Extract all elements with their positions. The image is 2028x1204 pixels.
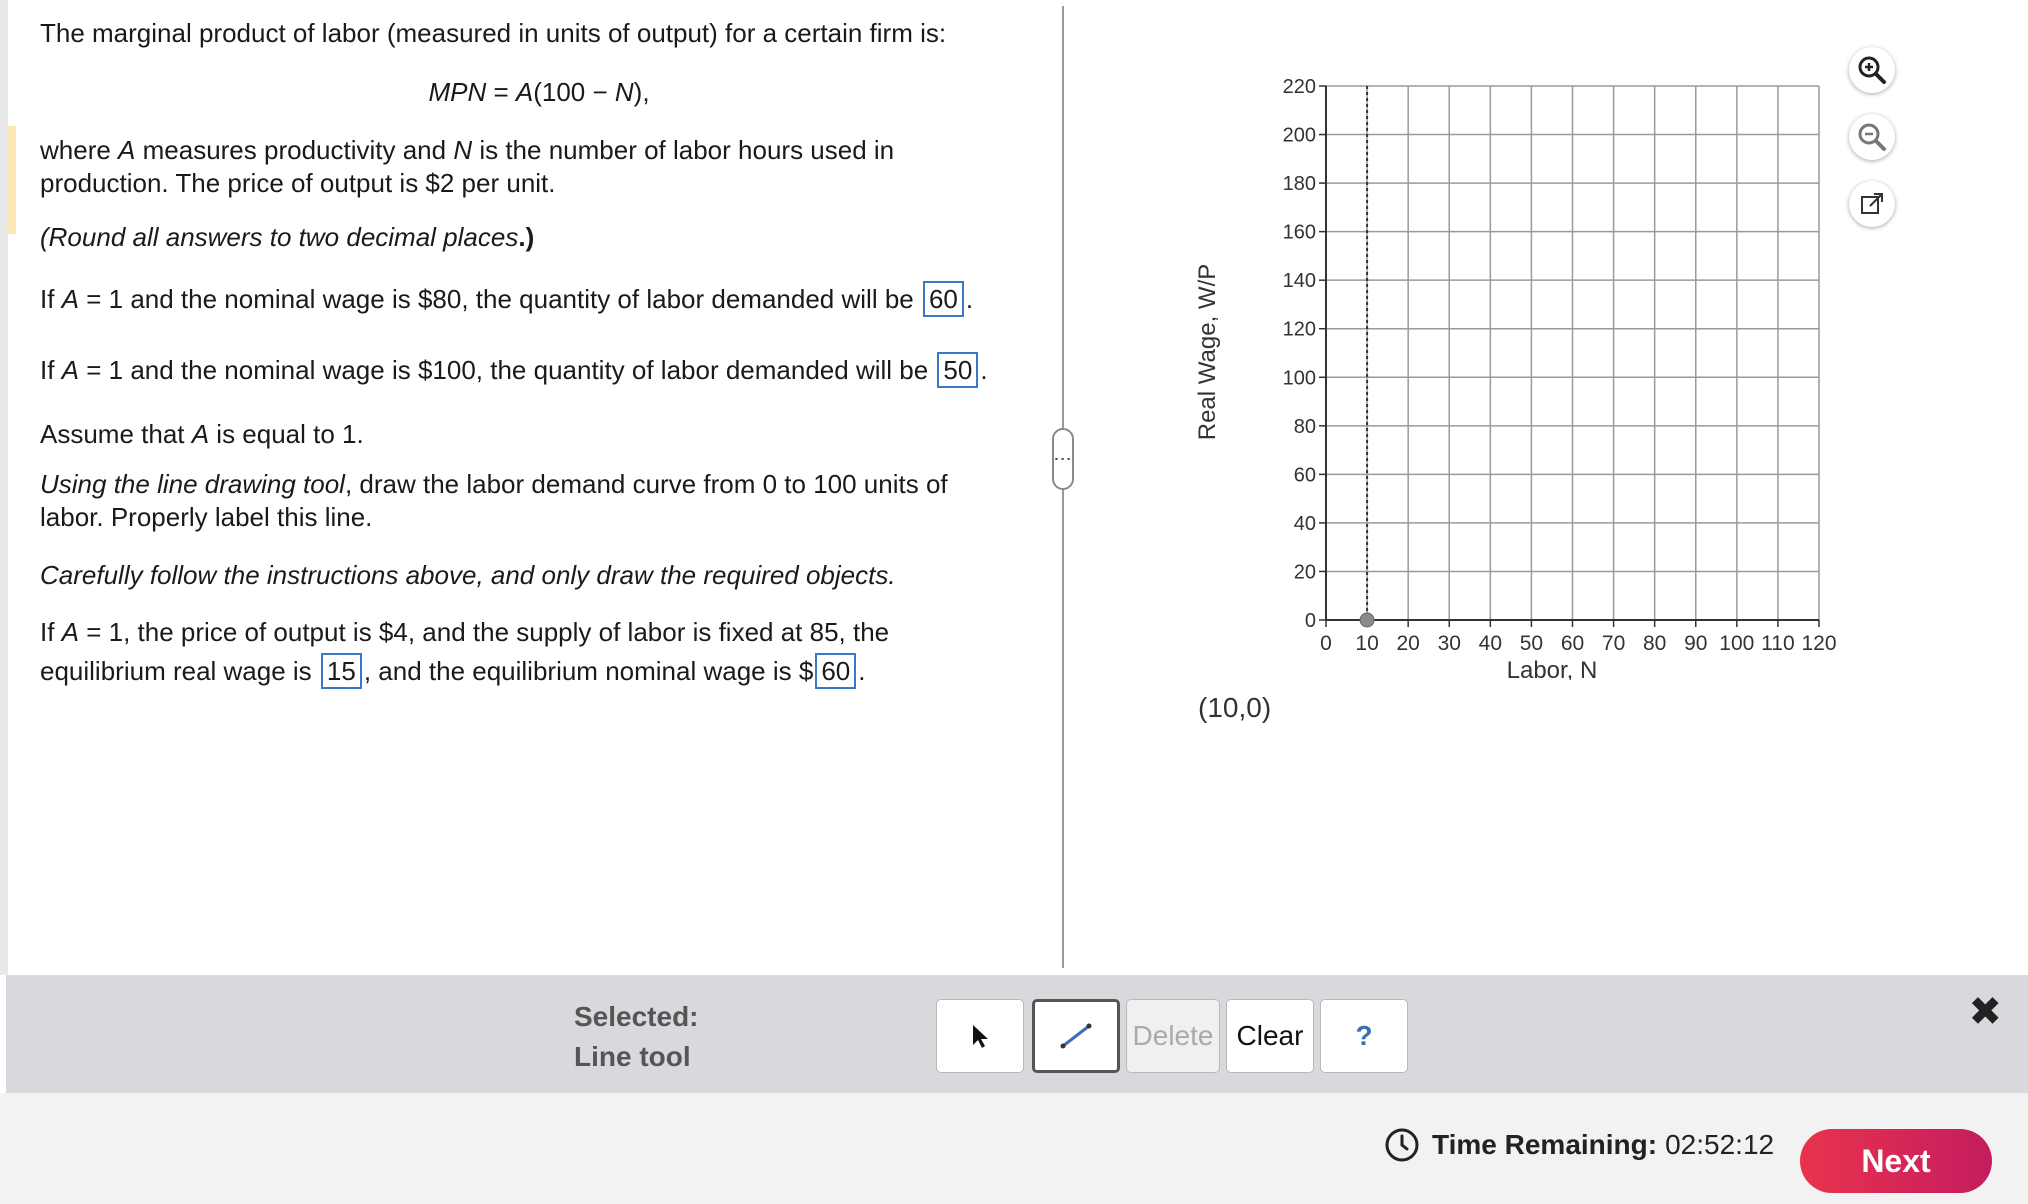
- instr-rest: , draw the labor demand curve from 0 to 100 units of: [344, 469, 948, 499]
- grid-lines: [1319, 86, 1819, 627]
- clock-icon: [1384, 1127, 1420, 1163]
- var-a: A: [191, 419, 210, 449]
- q1-answer-field[interactable]: 60: [923, 281, 964, 317]
- formula-n: N: [614, 77, 634, 107]
- q2-text: If: [40, 355, 62, 385]
- formula-a: A: [515, 77, 534, 107]
- q3-text: equilibrium real wage is: [40, 656, 319, 686]
- line-tool-button[interactable]: [1032, 999, 1120, 1073]
- cursor-arrow-icon: [970, 1023, 990, 1049]
- next-button[interactable]: Next: [1800, 1129, 1992, 1193]
- x-tick-label: 40: [1478, 632, 1503, 655]
- q2-text: = 1 and the nominal wage is $100, the quantity of labor demanded will be: [79, 355, 936, 385]
- careful-note: [40, 559, 896, 592]
- where-text: measures productivity and: [135, 135, 454, 165]
- timer-value: 02:52:12: [1665, 1129, 1775, 1160]
- round-note-end: .): [518, 222, 535, 252]
- x-tick-label: 80: [1642, 632, 1667, 655]
- x-tick-label: 120: [1801, 632, 1837, 655]
- q3-real-wage-field[interactable]: 15: [321, 653, 362, 689]
- question-3-line2: [40, 653, 865, 689]
- q3-text: , and the equilibrium nominal wage is $: [363, 656, 814, 686]
- q3-end: .: [858, 656, 866, 686]
- y-tick-label: 220: [1282, 76, 1316, 98]
- question-intro: The marginal product of labor (measured in units of output) for a certain firm is:: [40, 18, 947, 48]
- round-note-text: (Round all answers to two decimal places: [40, 222, 519, 252]
- instructions-line2: labor. Properly label this line.: [40, 502, 373, 532]
- question-3-line1: [40, 616, 889, 649]
- question-1: [40, 281, 973, 317]
- round-note: [40, 221, 534, 254]
- y-tick-label: 200: [1282, 124, 1316, 147]
- assume-text-b: is equal to 1.: [209, 419, 364, 449]
- where-text-line2: production. The price of output is $2 per unit.: [40, 168, 556, 198]
- x-tick-label: 110: [1761, 632, 1795, 655]
- y-tick-label: 140: [1282, 270, 1316, 293]
- selected-label: Selected:: [574, 1001, 699, 1032]
- graph-area[interactable]: [1180, 60, 1860, 680]
- assume-text-a: Assume that: [40, 419, 192, 449]
- question-2: [40, 352, 988, 388]
- y-tick-label: 160: [1282, 221, 1316, 244]
- x-tick-label: 30: [1437, 632, 1461, 655]
- x-tick-label: 70: [1601, 632, 1626, 655]
- assume-text: [40, 418, 364, 451]
- formula-equals: =: [486, 77, 516, 107]
- x-tick-label: 20: [1396, 632, 1420, 655]
- close-toolbar-button[interactable]: ✖: [1968, 990, 2002, 1034]
- q3-text: If: [40, 617, 62, 647]
- drawing-toolbar: [6, 975, 2028, 1093]
- line-tool-icon: [1058, 1021, 1094, 1051]
- y-tick-labels: [1283, 76, 1316, 632]
- help-button[interactable]: ?: [1320, 999, 1408, 1073]
- y-axis-label: Real Wage, W/P: [1194, 263, 1221, 441]
- pointer-tool-button[interactable]: [936, 999, 1024, 1073]
- question-accent-bar: [8, 126, 16, 234]
- y-tick-label: 120: [1282, 318, 1316, 341]
- var-a: A: [118, 135, 136, 165]
- divider-drag-handle[interactable]: ⋮: [1052, 428, 1074, 490]
- mpn-formula: [8, 76, 1070, 109]
- var-a: A: [61, 284, 80, 314]
- formula-mpn: MPN: [428, 77, 487, 107]
- y-tick-label: 0: [1304, 610, 1316, 632]
- plotted-points[interactable]: [1360, 613, 1374, 627]
- x-tick-labels: [1320, 632, 1836, 655]
- x-tick-label: 10: [1355, 632, 1379, 655]
- clear-button[interactable]: Clear: [1226, 999, 1314, 1073]
- y-tick-label: 80: [1293, 415, 1316, 438]
- instr-italic: Using the line drawing tool: [40, 469, 345, 499]
- where-text: where: [40, 135, 119, 165]
- x-tick-label: 50: [1519, 632, 1544, 655]
- zoom-out-icon[interactable]: [1849, 114, 1895, 160]
- q1-text: If: [40, 284, 62, 314]
- selected-tool-name: Line tool: [574, 1041, 691, 1072]
- var-n: N: [453, 135, 473, 165]
- x-tick-label: 0: [1320, 632, 1332, 655]
- time-remaining: [1384, 1127, 1774, 1163]
- q3-nominal-wage-field[interactable]: 60: [815, 653, 856, 689]
- x-tick-label: 90: [1684, 632, 1708, 655]
- coordinate-readout: (10,0): [1198, 692, 1272, 723]
- q1-end: .: [965, 284, 974, 314]
- x-tick-label: 100: [1719, 632, 1755, 655]
- q1-text: = 1 and the nominal wage is $80, the quantity of labor demanded will be: [79, 284, 921, 314]
- zoom-in-icon[interactable]: [1849, 47, 1895, 93]
- question-pane: [0, 0, 1062, 975]
- where-text-line1: [40, 134, 894, 167]
- q2-answer-field[interactable]: 50: [937, 352, 978, 388]
- y-tick-label: 180: [1282, 173, 1316, 196]
- y-tick-label: 100: [1282, 367, 1316, 390]
- timer-label: Time Remaining:: [1432, 1129, 1658, 1160]
- where-text: is the number of labor hours used in: [472, 135, 895, 165]
- popout-icon[interactable]: [1849, 181, 1895, 227]
- instructions-line1: [40, 468, 948, 501]
- q2-end: .: [980, 355, 988, 385]
- var-a: A: [61, 355, 80, 385]
- q3-text: = 1, the price of output is $4, and the supply of labor is fixed at 85, the: [79, 617, 890, 647]
- footer-bar: [0, 1093, 2028, 1204]
- x-axis-label: Labor, N: [1506, 657, 1598, 680]
- careful-text: Carefully follow the instructions above, and only draw the required objects.: [40, 560, 896, 590]
- var-a: A: [61, 617, 80, 647]
- formula-close: ),: [633, 77, 650, 107]
- plotted-point[interactable]: [1360, 613, 1374, 627]
- delete-button[interactable]: Delete: [1126, 999, 1220, 1073]
- formula-paren: (100 −: [533, 77, 615, 107]
- x-tick-label: 60: [1560, 632, 1585, 655]
- y-tick-label: 40: [1293, 512, 1316, 535]
- y-tick-label: 60: [1293, 464, 1316, 487]
- y-tick-label: 20: [1293, 561, 1316, 584]
